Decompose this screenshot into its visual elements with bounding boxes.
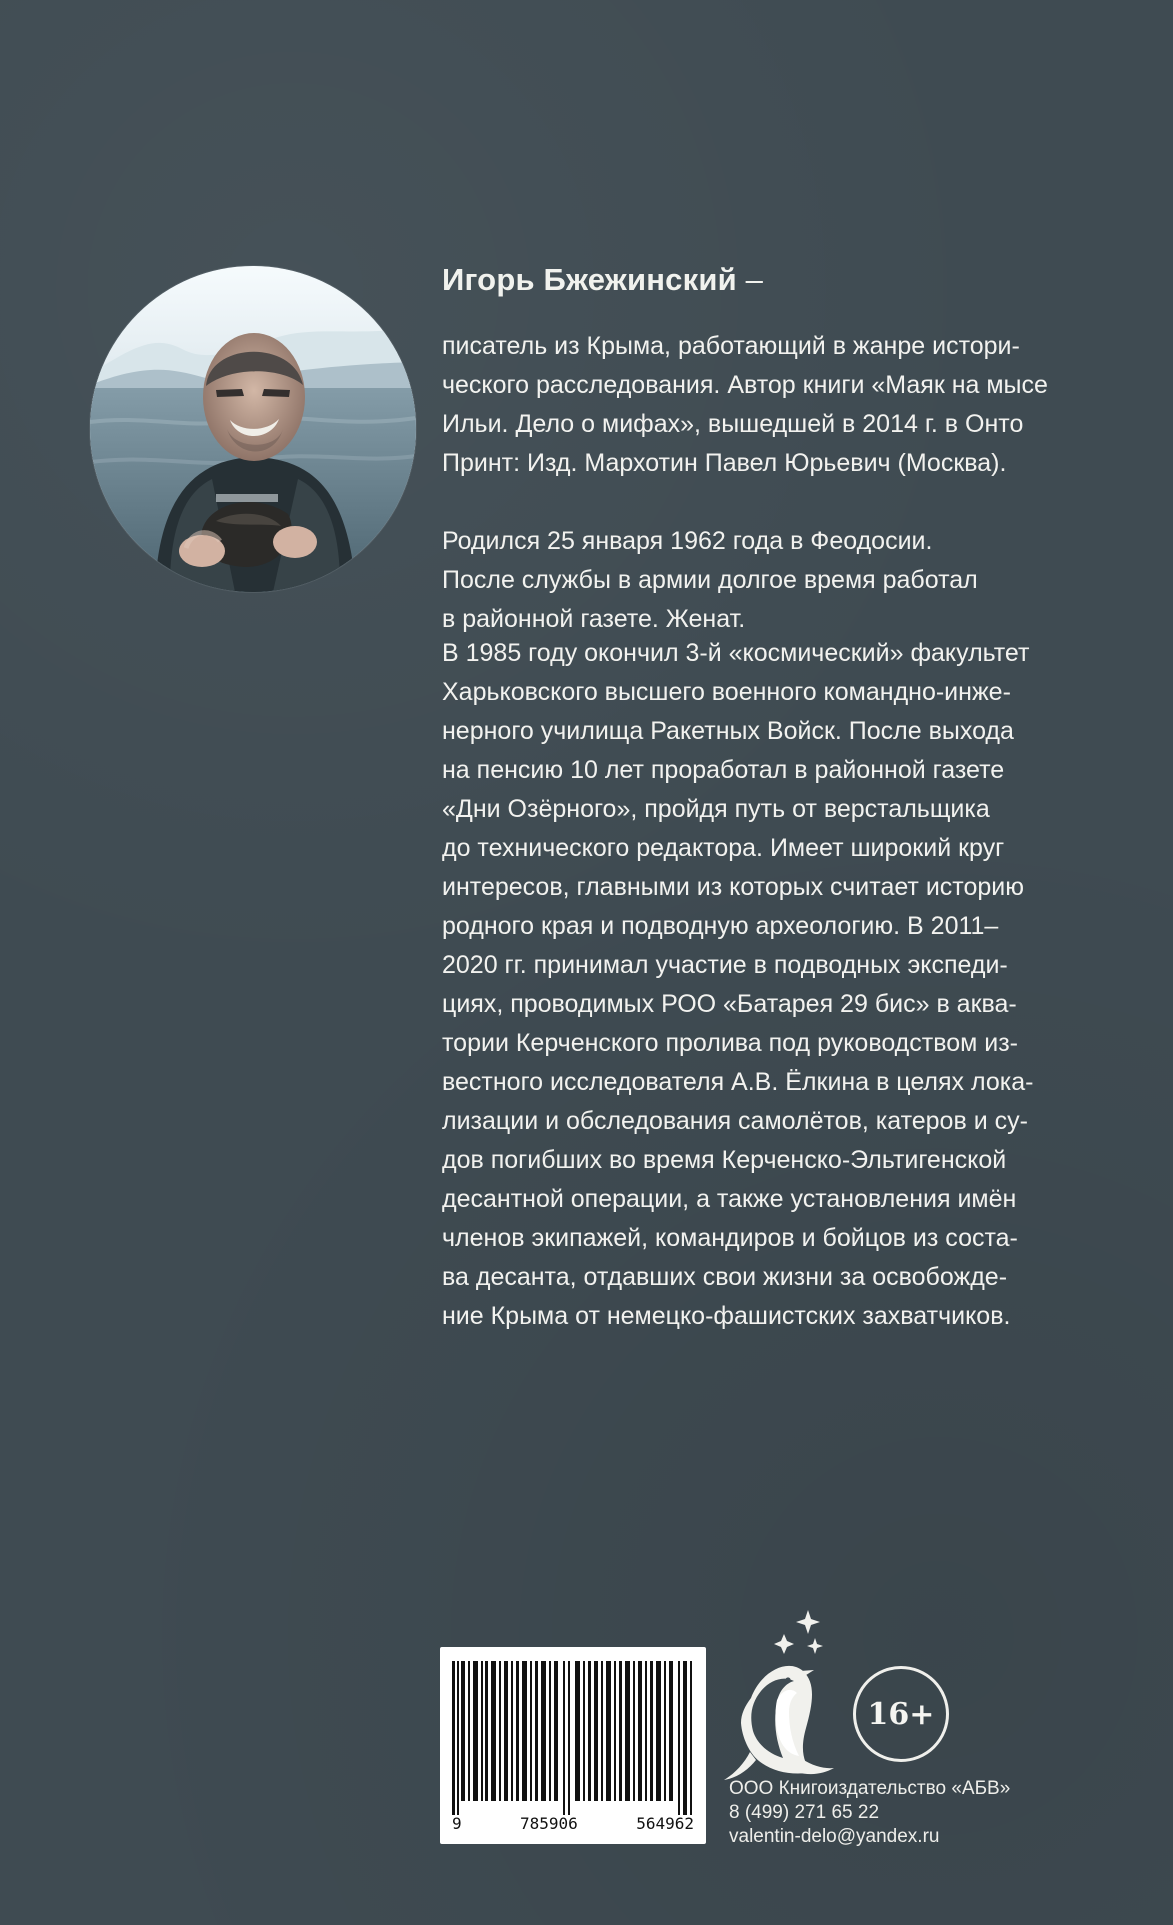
publisher-info: [729, 1777, 1059, 1849]
barcode-number: [452, 1814, 694, 1834]
author-name-heading: [442, 259, 763, 301]
barcode-bars: [452, 1661, 694, 1815]
sparkle-stars-icon: [774, 1610, 823, 1654]
isbn-barcode: [440, 1647, 706, 1844]
bio-paragraph-2: Родился 25 января 1962 года в Феодосии. После службы в армии долгое время работал в районной газете. Женат.: [442, 527, 978, 633]
author-dash: –: [736, 262, 764, 297]
bio-paragraph-3: В 1985 году окончил 3-й «космический» факультет Харьковского высшего военного командно-инже- нерного училища Ракетных Войск. После выхода на пенсию 10 лет проработал в районной газете «Дни Озёрного», пройдя путь от верстальщика до технического редактора. Имеет широкий круг интересов, главными из которых считает историю родного края и подводную археологию. В 2011– 2020 гг. принимал участие в подводных экспеди- циях, проводимых РОО «Батарея 29 бис» в аква- тории Керченского пролива под руководством из- вестного исследователя А.В. Ёлкина в целях лока- лизации и обследования самолётов, катеров и су- дов погибших во время Керченско-Эльтигенской десантной операции, а также установления имён членов экипажей, командиров и бойцов из соста- ва десанта, отдавших свои жизни за освобожде- ние Крыма от немецко-фашистских захватчиков.: [442, 639, 1034, 1330]
publisher-phone: 8 (499) 271 65 22: [729, 1802, 880, 1823]
author-name: Игорь Бжежинский: [442, 262, 737, 297]
penguin-logo-icon: [724, 1610, 836, 1780]
publisher-name: ООО Книгоиздательство «АБВ»: [729, 1778, 1011, 1799]
age-rating-badge: [853, 1666, 949, 1762]
barcode-digit-group-2: 564962: [636, 1814, 694, 1833]
publisher-email: valentin-delo@yandex.ru: [729, 1826, 940, 1847]
author-photo: [90, 266, 416, 592]
age-rating-text: 16+: [867, 1696, 935, 1732]
barcode-digit-prefix: 9: [452, 1814, 462, 1833]
barcode-digit-group-1: 785906: [520, 1814, 578, 1833]
bio-paragraph-1: писатель из Крыма, работающий в жанре истори- ческого расследования. Автор книги «Маяк на мысе Ильи. Дело о мифах», вышедшей в 2014 г. в Онто Принт: Изд. Мархотин Павел Юрьевич (Москва).: [442, 332, 1048, 477]
